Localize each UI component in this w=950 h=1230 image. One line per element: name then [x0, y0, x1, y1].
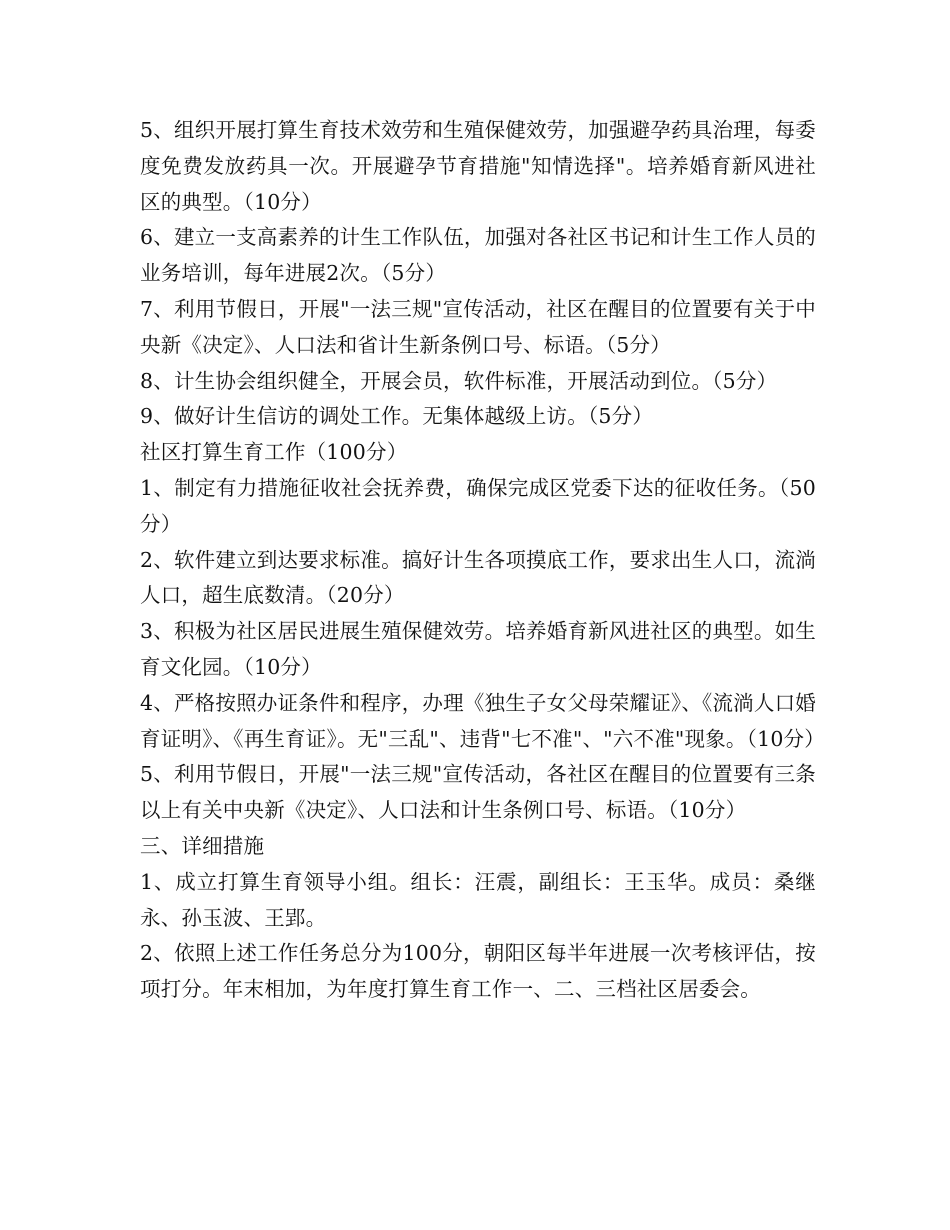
community-item-2: 2、软件建立到达要求标准。搞好计生各项摸底工作，要求出生人口，流淌人口，超生底数清。（20分）	[140, 547, 816, 608]
measure-item-1: 1、成立打算生育领导小组。组长：汪震，副组长：王玉华。成员：桑继永、孙玉波、王郢。	[140, 869, 816, 930]
paragraph-item-6: 6、建立一支高素养的计生工作队伍，加强对各社区书记和计生工作人员的业务培训，每年进展2次。（5分）	[140, 225, 816, 286]
community-item-1: 1、制定有力措施征收社会抚养费，确保完成区党委下达的征收任务。（50分）	[140, 475, 816, 536]
measure-item-2: 2、依照上述工作任务总分为100分，朝阳区每半年进展一次考核评估，按项打分。年末相加，为年度打算生育工作一、二、三档社区居委会。	[140, 941, 816, 1002]
paragraph-item-7: 7、利用节假日，开展"一法三规"宣传活动，社区在醒目的位置要有关于中央新《决定》、人口法和省计生新条例口号、标语。（5分）	[140, 296, 816, 357]
paragraph-item-8: 8、计生协会组织健全，开展会员，软件标准，开展活动到位。（5分）	[140, 368, 778, 393]
section-heading-measures: 三、详细措施	[140, 833, 265, 858]
community-item-5: 5、利用节假日，开展"一法三规"宣传活动，各社区在醒目的位置要有三条以上有关中央新《决定》、人口法和计生条例口号、标语。（10分）	[140, 762, 816, 823]
document-body	[140, 113, 825, 1008]
paragraph-item-9: 9、做好计生信访的调处工作。无集体越级上访。（5分）	[140, 404, 654, 429]
section-heading-community: 社区打算生育工作（100分）	[140, 440, 408, 465]
community-item-4: 4、严格按照办证条件和程序，办理《独生子女父母荣耀证》、《流淌人口婚育证明》、《再生育证》。无"三乱"、违背"七不准"、"六不准"现象。（10分）	[140, 690, 825, 751]
community-item-3: 3、积极为社区居民进展生殖保健效劳。培养婚育新风进社区的典型。如生育文化园。（10分）	[140, 619, 816, 679]
paragraph-item-5: 5、组织开展打算生育技术效劳和生殖保健效劳，加强避孕药具治理，每委度免费发放药具一次。开展避孕节育措施"知情选择"。培养婚育新风进社区的典型。（10分）	[140, 118, 816, 214]
